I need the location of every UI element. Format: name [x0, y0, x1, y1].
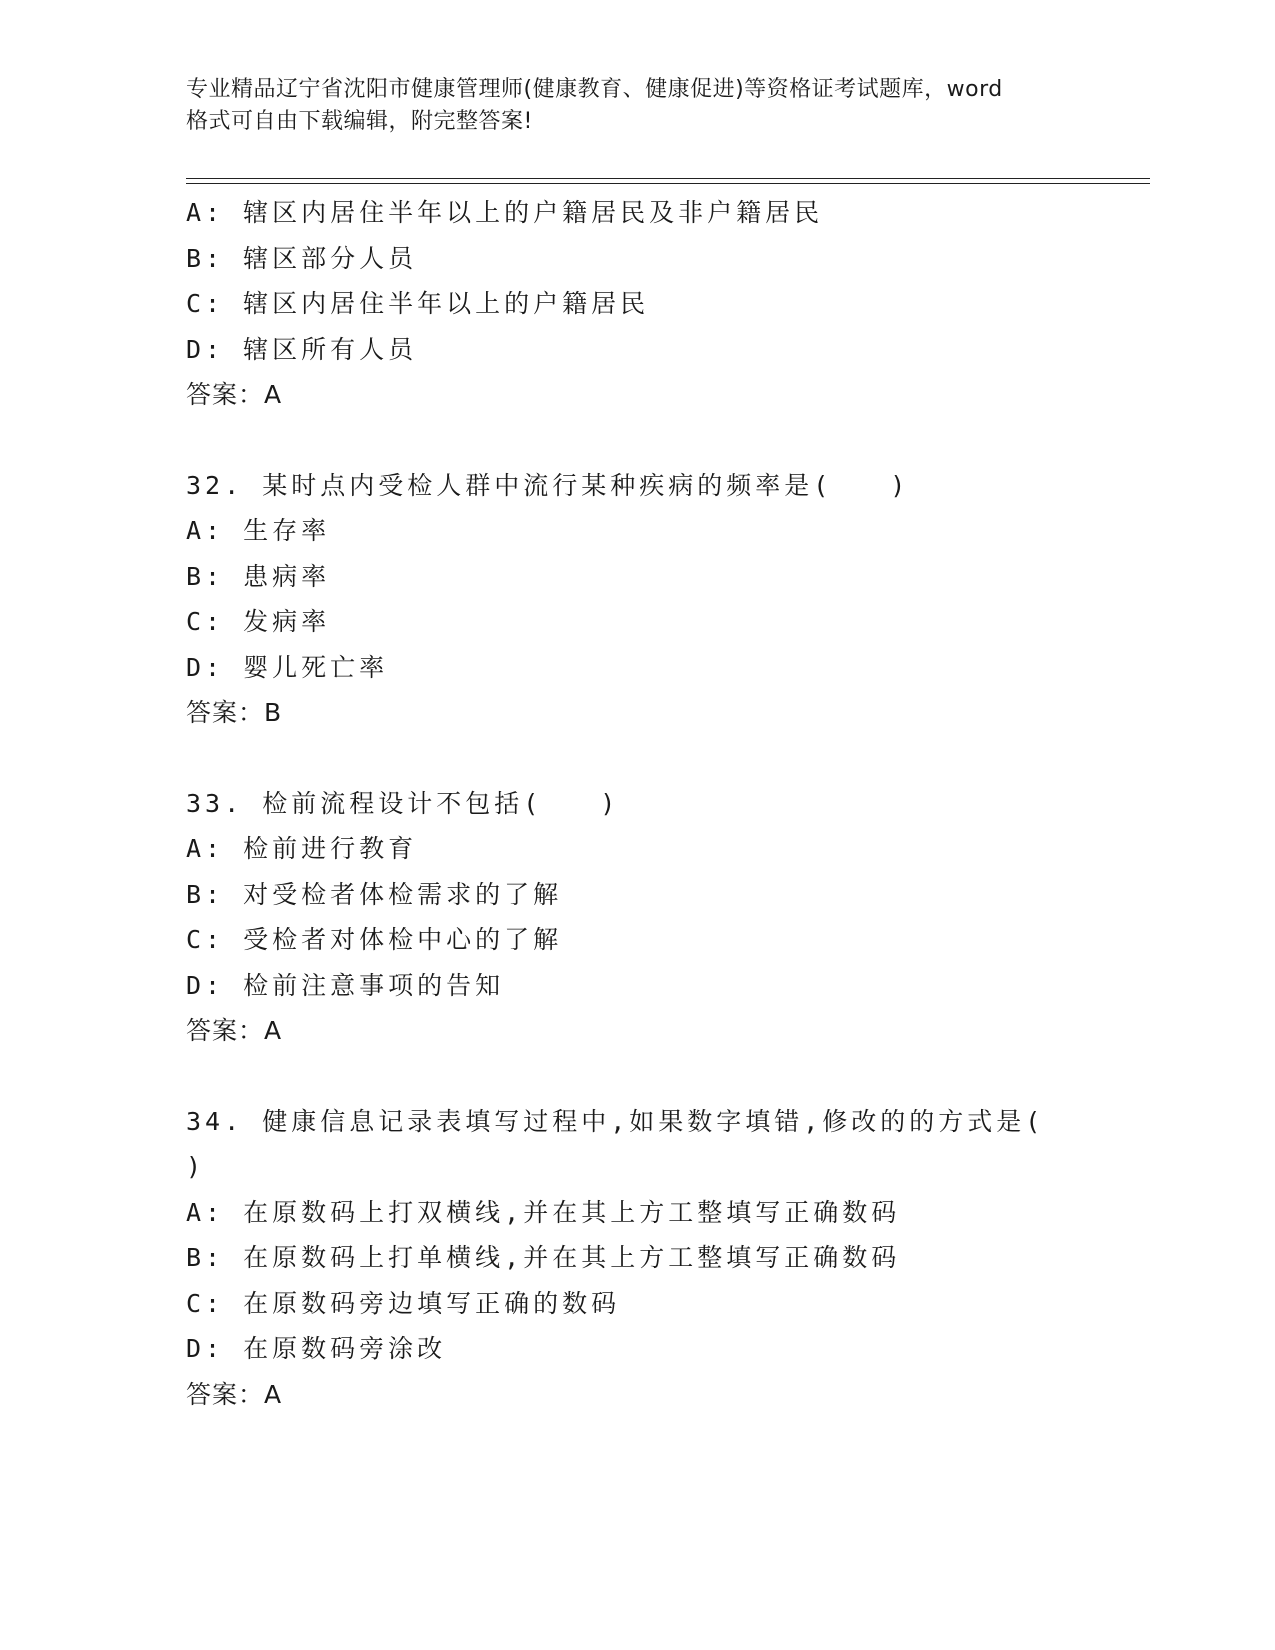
option-a: A: 生存率 — [186, 516, 331, 545]
question-stem: 33. 检前流程设计不包括( ) — [186, 788, 620, 818]
option-b: B: 患病率 — [186, 561, 331, 591]
question-stem: 34. 健康信息记录表填写过程中,如果数字填错,修改的的方式是( — [186, 1106, 1045, 1136]
option-a: A: 在原数码上打双横线,并在其上方工整填写正确数码 — [186, 1197, 901, 1227]
header-divider-bottom — [186, 183, 1150, 184]
question-stem: 32. 某时点内受检人群中流行某种疾病的频率是( ) — [186, 470, 910, 500]
question-stem-continued: ) — [186, 1152, 206, 1181]
option-a: A: 辖区内居住半年以上的户籍居民及非户籍居民 — [186, 198, 824, 227]
document-header — [186, 74, 1086, 138]
question-block-33 — [186, 781, 1186, 1054]
header-line-1: 专业精品辽宁省沈阳市健康管理师(健康教育、健康促进)等资格证考试题库，word — [186, 77, 1003, 102]
option-d: D: 辖区所有人员 — [186, 334, 418, 364]
option-b: B: 辖区部分人员 — [186, 243, 418, 273]
option-c: C: 在原数码旁边填写正确的数码 — [186, 1288, 621, 1318]
option-b: B: 在原数码上打单横线,并在其上方工整填写正确数码 — [186, 1243, 901, 1272]
option-a: A: 检前进行教育 — [186, 834, 418, 863]
option-d: D: 检前注意事项的告知 — [186, 970, 505, 1000]
option-b: B: 对受检者体检需求的了解 — [186, 879, 563, 909]
answer: 答案：A — [186, 380, 283, 409]
answer: 答案：B — [186, 698, 283, 727]
option-c: C: 受检者对体检中心的了解 — [186, 925, 563, 954]
option-d: D: 在原数码旁涂改 — [186, 1334, 447, 1363]
option-c: C: 发病率 — [186, 607, 331, 636]
option-c: C: 辖区内居住半年以上的户籍居民 — [186, 289, 650, 318]
question-list — [186, 190, 1186, 1417]
answer: 答案：A — [186, 1379, 283, 1409]
question-block-32 — [186, 463, 1186, 736]
option-d: D: 婴儿死亡率 — [186, 652, 389, 682]
question-block-34 — [186, 1099, 1186, 1418]
answer: 答案：A — [186, 1016, 283, 1045]
header-line-2: 格式可自由下载编辑，附完整答案! — [186, 109, 533, 134]
header-divider-top — [186, 178, 1150, 179]
question-block-31 — [186, 190, 1186, 418]
